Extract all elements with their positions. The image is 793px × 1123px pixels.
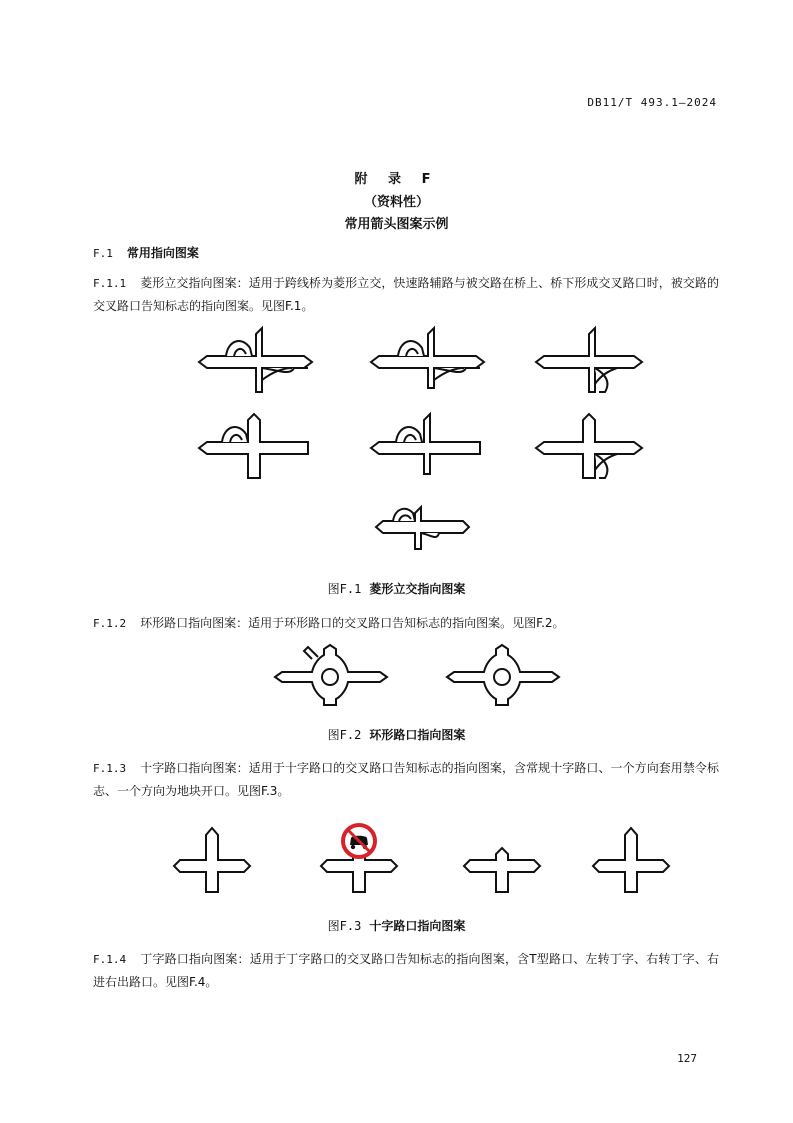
figure-number: 图F.2	[327, 728, 362, 742]
paragraph-number: F.1.1	[93, 277, 127, 290]
diamond-interchange-arrow-icon	[198, 414, 313, 482]
figure-caption-f2	[0, 726, 793, 743]
roundabout-arrow-icon	[446, 645, 560, 705]
paragraph-f-1-4	[93, 948, 719, 994]
paragraph-number: F.1.3	[93, 762, 127, 775]
figure-number: 图F.1	[327, 582, 362, 596]
paragraph-text: 菱形立交指向图案：适用于跨线桥为菱形立交，快速路辅路与被交路在桥上、桥下形成交叉路口时，被交路的交叉路口告知标志的指向图案。见图F.1。	[93, 276, 719, 313]
crossroad-arrow-icon	[320, 820, 398, 892]
paragraph-text: 环形路口指向图案：适用于环形路口的交叉路口告知标志的指向图案。见图F.2。	[140, 616, 565, 630]
diamond-interchange-arrow-icon	[535, 328, 643, 396]
figure-title: 环形路口指向图案	[369, 728, 466, 742]
paragraph-text: 十字路口指向图案：适用于十字路口的交叉路口告知标志的指向图案，含常规十字路口、一个方向套用禁令标志、一个方向为地块开口。见图F.3。	[93, 761, 719, 798]
paragraph-text: 丁字路口指向图案：适用于丁字路口的交叉路口告知标志的指向图案，含T型路口、左转丁字、右转丁字、右进右出路口。见图F.4。	[93, 952, 719, 989]
section-number: F.1	[93, 247, 113, 260]
paragraph-f-1-3	[93, 757, 719, 803]
diamond-interchange-arrow-icon	[370, 414, 485, 482]
section-title: 常用指向图案	[126, 246, 199, 260]
no-vehicle-prohibition-icon	[343, 825, 375, 857]
appendix-title: 常用箭头图案示例	[344, 217, 449, 232]
appendix-nature: （资料性）	[363, 195, 429, 210]
paragraph-number: F.1.4	[93, 953, 127, 966]
standard-code: DB11/T 493.1—2024	[587, 96, 717, 109]
appendix-label: 附 录 F	[354, 172, 439, 187]
crossroad-arrow-icon	[463, 848, 541, 892]
paragraph-number: F.1.2	[93, 617, 127, 630]
figure-caption-f3	[0, 917, 793, 934]
crossroad-arrow-icon	[592, 828, 670, 892]
paragraph-f-1-1	[93, 272, 719, 318]
paragraph-f-1-2	[93, 612, 719, 635]
section-heading	[93, 244, 199, 261]
diamond-interchange-arrow-icon	[198, 328, 313, 396]
diamond-interchange-arrow-icon	[535, 414, 643, 482]
roundabout-arrow-icon	[274, 645, 388, 705]
diamond-interchange-arrow-icon	[370, 328, 485, 396]
diamond-interchange-arrow-icon	[375, 503, 470, 553]
figure-title: 十字路口指向图案	[369, 919, 466, 933]
crossroad-arrow-icon	[173, 828, 251, 892]
page-number: 127	[677, 1052, 697, 1065]
figure-caption-f1	[0, 580, 793, 597]
figure-title: 菱形立交指向图案	[369, 582, 466, 596]
figure-number: 图F.3	[327, 919, 362, 933]
